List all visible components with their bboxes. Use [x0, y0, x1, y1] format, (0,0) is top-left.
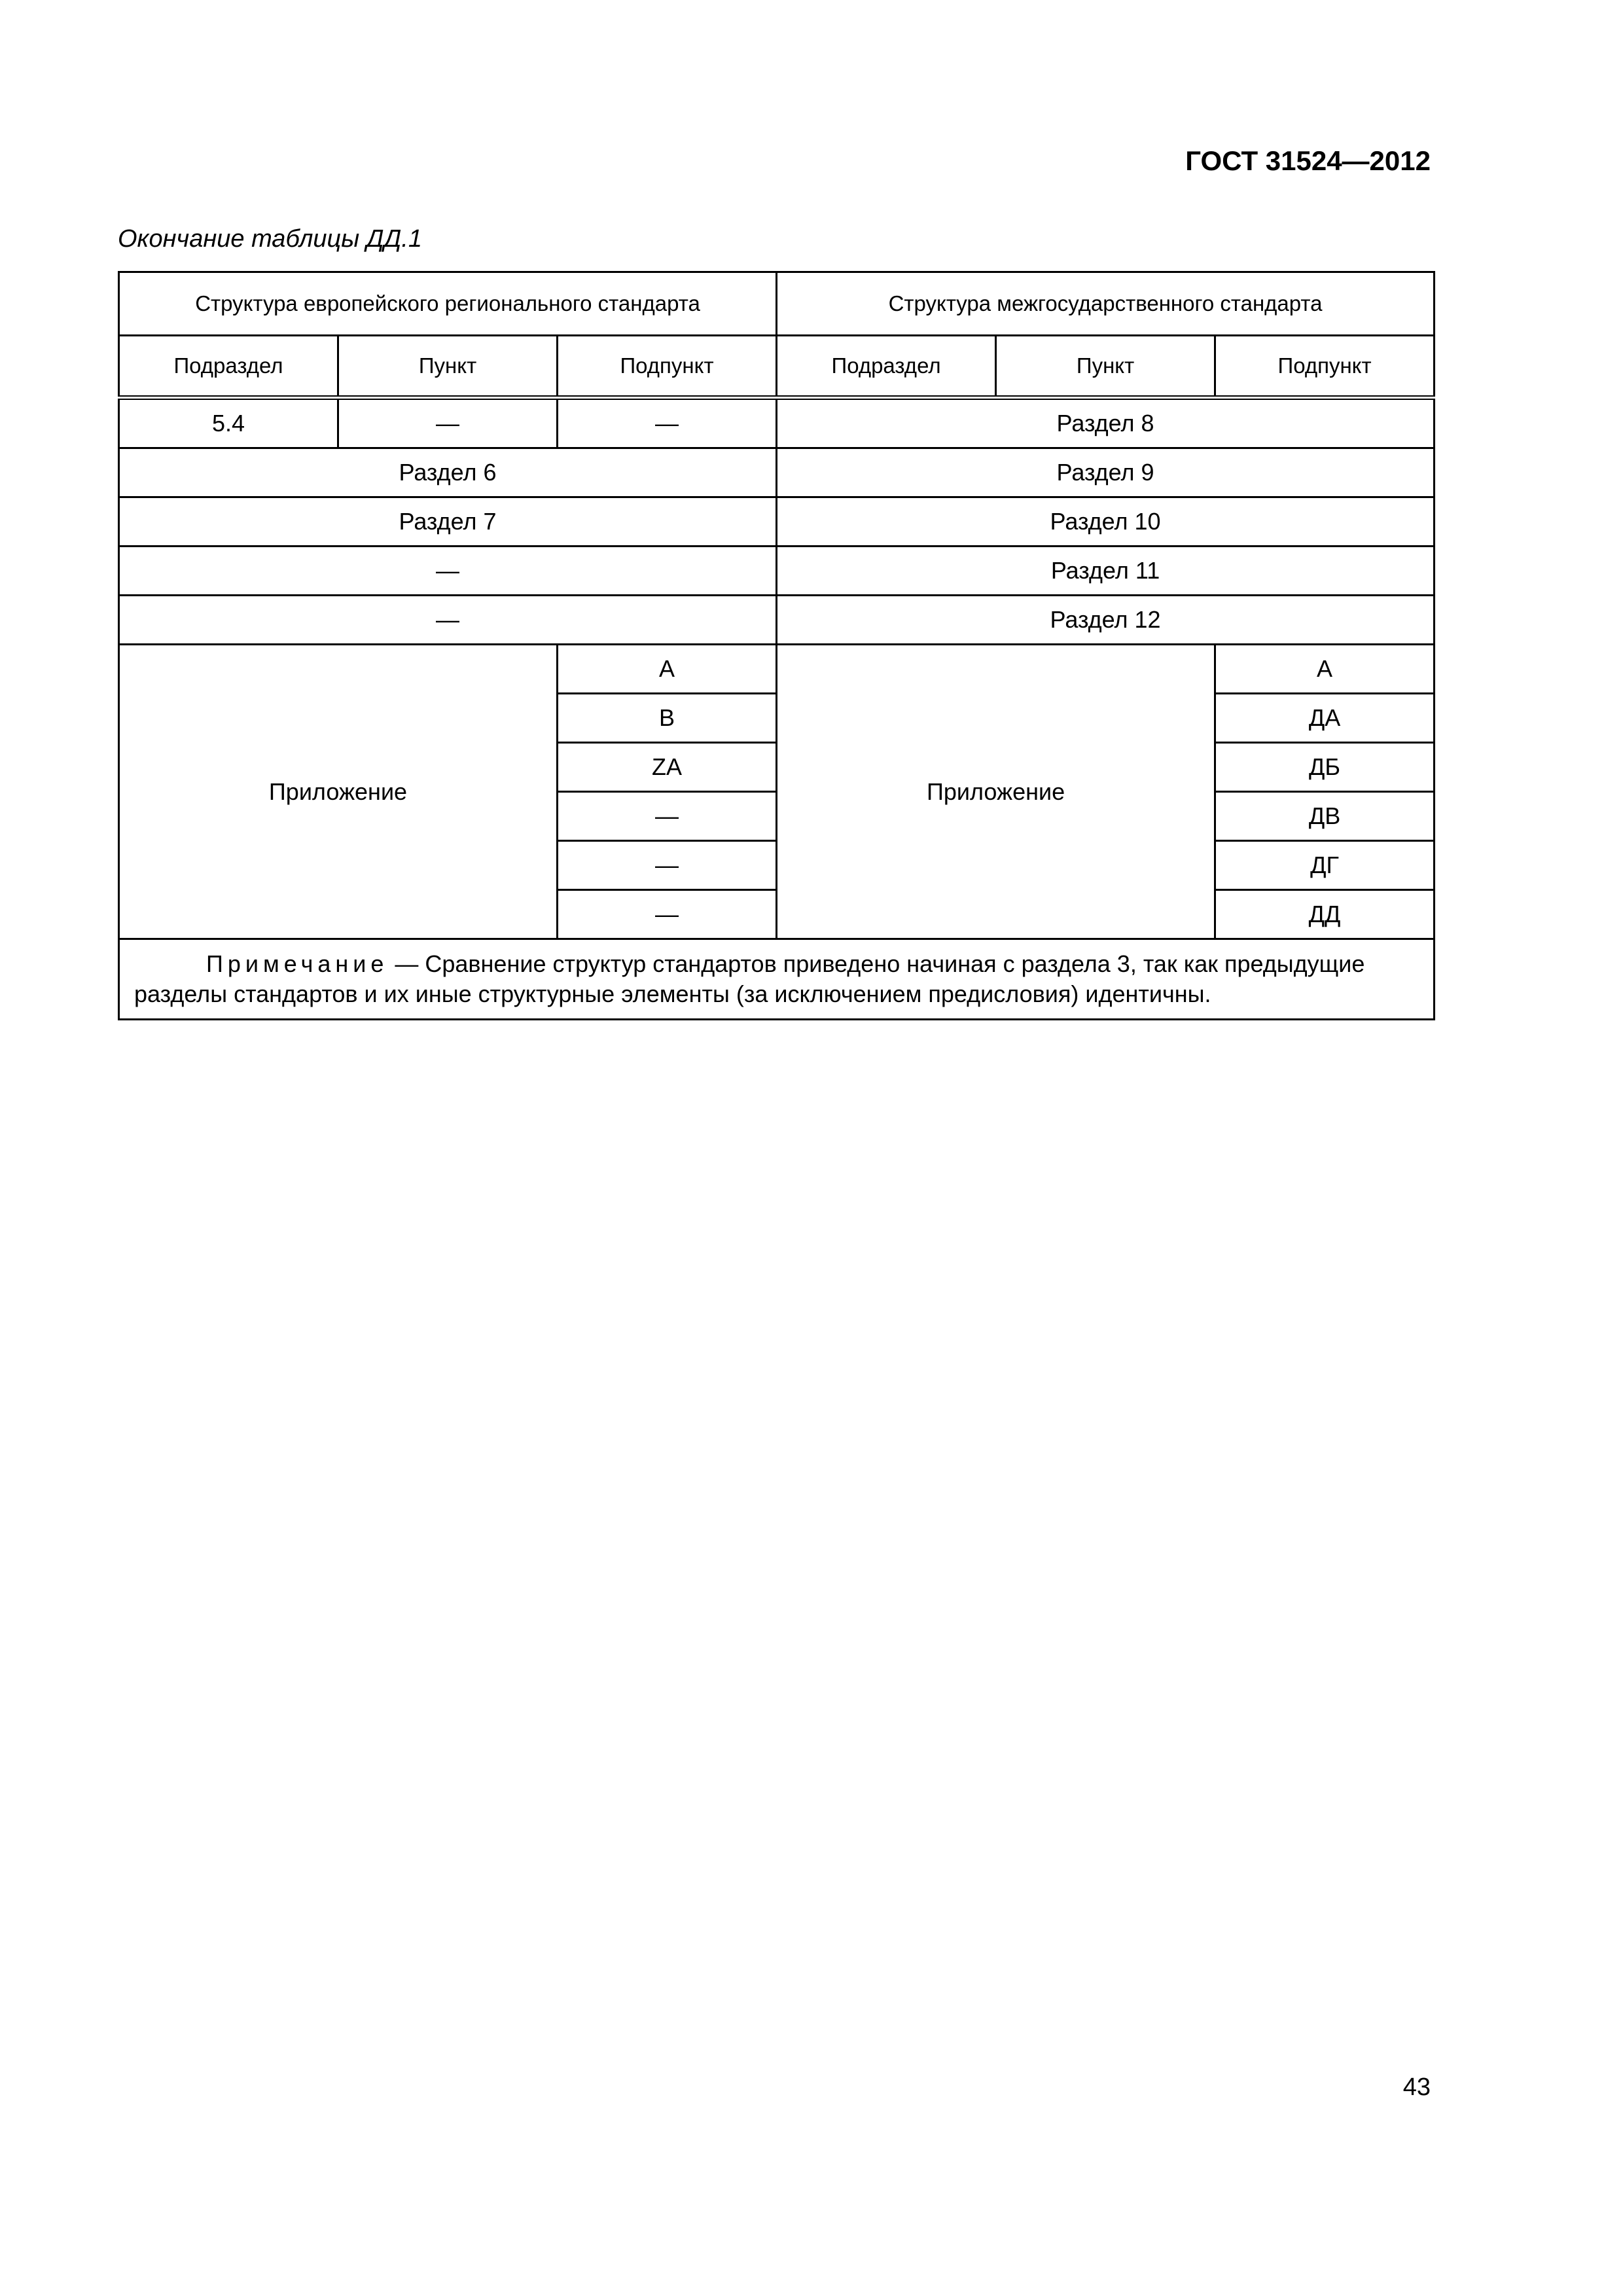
note-text: — Сравнение структур стандартов приведено начиная с раздела 3, так как предыдущие разделы стандартов и их иные структурные элементы (за исключением предисловия) идентичны.	[134, 950, 1365, 1007]
table-cell: 5.4	[119, 398, 338, 448]
table-cell: —	[558, 841, 777, 890]
subheader-cell: Подраздел	[119, 336, 338, 398]
table-note	[119, 939, 1435, 1020]
table-subheader-row	[119, 336, 1435, 398]
header-interstate-structure: Структура межгосударственного стандарта	[777, 272, 1435, 336]
subheader-cell: Пункт	[338, 336, 558, 398]
table-cell: Раздел 12	[777, 596, 1435, 645]
document-code: ГОСТ 31524—2012	[1185, 145, 1431, 176]
table-caption: Окончание таблицы ДД.1	[118, 225, 422, 253]
table-cell: ДД	[1215, 890, 1435, 939]
table-cell: Раздел 8	[777, 398, 1435, 448]
table-header-row	[119, 272, 1435, 336]
table-cell: —	[119, 547, 777, 596]
table-cell: —	[119, 596, 777, 645]
table-cell: ДВ	[1215, 792, 1435, 841]
table-cell: ZA	[558, 743, 777, 792]
table-cell: ДА	[1215, 694, 1435, 743]
subheader-cell: Подраздел	[777, 336, 996, 398]
table-cell: ДБ	[1215, 743, 1435, 792]
comparison-table	[118, 271, 1435, 1020]
table-cell: Раздел 6	[119, 448, 777, 497]
table-cell: Раздел 11	[777, 547, 1435, 596]
table-row	[119, 497, 1435, 547]
table-cell: —	[338, 398, 558, 448]
table-row	[119, 596, 1435, 645]
page-number: 43	[1402, 2073, 1431, 2101]
appendix-label-left: Приложение	[119, 645, 558, 939]
appendix-label-right: Приложение	[777, 645, 1215, 939]
header-european-structure: Структура европейского регионального стандарта	[119, 272, 777, 336]
table-cell: Раздел 10	[777, 497, 1435, 547]
table-row	[119, 547, 1435, 596]
table-cell: Раздел 7	[119, 497, 777, 547]
subheader-cell: Подпункт	[1215, 336, 1435, 398]
table-cell: —	[558, 398, 777, 448]
table-cell: —	[558, 890, 777, 939]
table-cell: Раздел 9	[777, 448, 1435, 497]
table-row	[119, 398, 1435, 448]
table-cell: B	[558, 694, 777, 743]
subheader-cell: Пункт	[996, 336, 1215, 398]
note-label: Примечание	[206, 950, 389, 977]
table-row	[119, 448, 1435, 497]
table-cell: —	[558, 792, 777, 841]
note-row	[119, 939, 1435, 1020]
table-row	[119, 645, 1435, 694]
table-cell: ДГ	[1215, 841, 1435, 890]
table-cell: А	[1215, 645, 1435, 694]
subheader-cell: Подпункт	[558, 336, 777, 398]
table-cell: A	[558, 645, 777, 694]
